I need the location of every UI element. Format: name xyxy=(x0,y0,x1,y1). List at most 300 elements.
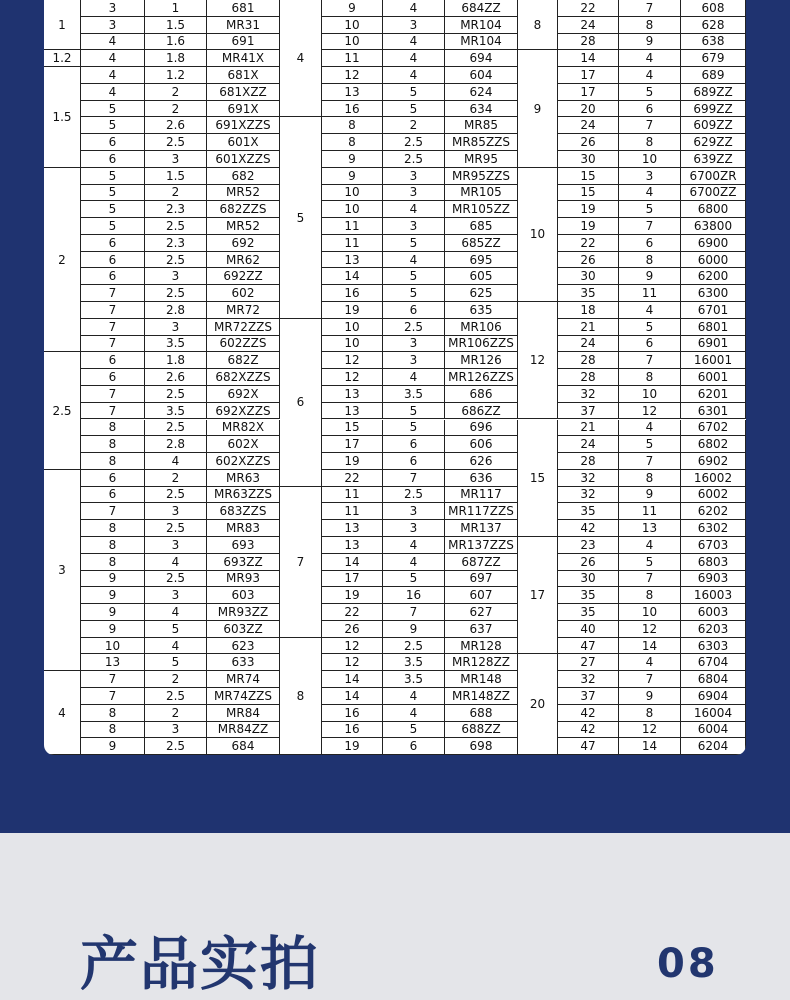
outer-diameter-cell: 7 xyxy=(81,302,145,319)
bearing-model-cell: 6904 xyxy=(681,688,746,705)
outer-diameter-cell: 15 xyxy=(558,185,619,202)
outer-diameter-cell: 6 xyxy=(81,235,145,252)
bearing-size-table xyxy=(44,0,746,755)
outer-diameter-cell: 11 xyxy=(322,487,383,504)
bearing-model-cell: MR93 xyxy=(207,571,280,588)
bearing-model-cell: 6003 xyxy=(681,604,746,621)
width-cell: 6 xyxy=(383,302,445,319)
bearing-model-cell: 692XZZS xyxy=(207,403,280,420)
bearing-model-cell: MR105ZZ xyxy=(445,201,518,218)
outer-diameter-cell: 12 xyxy=(322,352,383,369)
outer-diameter-cell: 7 xyxy=(81,319,145,336)
width-cell: 12 xyxy=(619,722,681,739)
outer-diameter-cell: 17 xyxy=(558,84,619,101)
width-cell: 3 xyxy=(145,722,207,739)
bearing-model-cell: 6702 xyxy=(681,420,746,437)
bearing-model-cell: 602ZZS xyxy=(207,336,280,353)
width-cell: 4 xyxy=(619,50,681,67)
width-cell: 2 xyxy=(145,84,207,101)
bearing-model-cell: 6901 xyxy=(681,336,746,353)
outer-diameter-cell: 4 xyxy=(81,84,145,101)
bearing-model-cell: 608 xyxy=(681,0,746,17)
width-cell: 8 xyxy=(619,17,681,34)
width-cell: 6 xyxy=(383,436,445,453)
bearing-model-cell: 6202 xyxy=(681,503,746,520)
width-cell: 3 xyxy=(383,185,445,202)
width-cell: 16 xyxy=(383,587,445,604)
bearing-model-cell: 6200 xyxy=(681,268,746,285)
bearing-model-cell: 689 xyxy=(681,67,746,84)
bearing-model-cell: 637 xyxy=(445,621,518,638)
width-cell: 2 xyxy=(145,705,207,722)
width-cell: 2.5 xyxy=(383,134,445,151)
bearing-model-cell: MR126 xyxy=(445,352,518,369)
width-cell: 2 xyxy=(383,117,445,134)
outer-diameter-cell: 7 xyxy=(81,688,145,705)
width-cell: 5 xyxy=(383,403,445,420)
width-cell: 4 xyxy=(383,554,445,571)
bearing-model-cell: 63800 xyxy=(681,218,746,235)
outer-diameter-cell: 27 xyxy=(558,654,619,671)
outer-diameter-cell: 12 xyxy=(322,654,383,671)
bearing-model-cell: 6301 xyxy=(681,403,746,420)
width-cell: 8 xyxy=(619,134,681,151)
width-cell: 3 xyxy=(383,218,445,235)
outer-diameter-cell: 13 xyxy=(322,252,383,269)
width-cell: 8 xyxy=(619,252,681,269)
bearing-model-cell: MR106ZZS xyxy=(445,336,518,353)
outer-diameter-cell: 10 xyxy=(322,319,383,336)
bearing-model-cell: MR72 xyxy=(207,302,280,319)
width-cell: 3 xyxy=(383,520,445,537)
width-cell: 9 xyxy=(619,34,681,51)
outer-diameter-cell: 8 xyxy=(81,436,145,453)
bearing-model-cell: 682ZZS xyxy=(207,201,280,218)
width-cell: 2.6 xyxy=(145,117,207,134)
bearing-model-cell: 6203 xyxy=(681,621,746,638)
bearing-model-cell: MR31 xyxy=(207,17,280,34)
outer-diameter-cell: 40 xyxy=(558,621,619,638)
outer-diameter-cell: 12 xyxy=(322,369,383,386)
bearing-model-cell: 6002 xyxy=(681,487,746,504)
outer-diameter-cell: 13 xyxy=(322,520,383,537)
bearing-model-cell: 607 xyxy=(445,587,518,604)
width-cell: 6 xyxy=(383,453,445,470)
bearing-model-cell: 6302 xyxy=(681,520,746,537)
width-cell: 2.5 xyxy=(145,487,207,504)
outer-diameter-cell: 8 xyxy=(81,537,145,554)
outer-diameter-cell: 11 xyxy=(322,503,383,520)
width-cell: 4 xyxy=(145,638,207,655)
width-cell: 14 xyxy=(619,638,681,655)
outer-diameter-cell: 15 xyxy=(558,168,619,185)
outer-diameter-cell: 10 xyxy=(81,638,145,655)
outer-diameter-cell: 5 xyxy=(81,218,145,235)
bearing-model-cell: 6704 xyxy=(681,654,746,671)
width-cell: 2.3 xyxy=(145,201,207,218)
outer-diameter-cell: 24 xyxy=(558,336,619,353)
bearing-model-cell: MR84ZZ xyxy=(207,722,280,739)
outer-diameter-cell: 19 xyxy=(322,738,383,755)
outer-diameter-cell: 24 xyxy=(558,117,619,134)
outer-diameter-cell: 8 xyxy=(81,453,145,470)
width-cell: 5 xyxy=(619,554,681,571)
width-cell: 8 xyxy=(619,587,681,604)
outer-diameter-cell: 22 xyxy=(558,235,619,252)
bearing-model-cell: 697 xyxy=(445,571,518,588)
outer-diameter-cell: 16 xyxy=(322,705,383,722)
width-cell: 2.5 xyxy=(145,386,207,403)
width-cell: 10 xyxy=(619,604,681,621)
bearing-model-cell: 691XZZS xyxy=(207,117,280,134)
outer-diameter-cell: 14 xyxy=(322,688,383,705)
bearing-model-cell: 606 xyxy=(445,436,518,453)
bearing-model-cell: MR137 xyxy=(445,520,518,537)
outer-diameter-cell: 9 xyxy=(322,168,383,185)
width-cell: 3 xyxy=(383,17,445,34)
outer-diameter-cell: 30 xyxy=(558,268,619,285)
outer-diameter-cell: 9 xyxy=(81,621,145,638)
width-cell: 9 xyxy=(383,621,445,638)
outer-diameter-cell: 23 xyxy=(558,537,619,554)
width-cell: 10 xyxy=(619,386,681,403)
width-cell: 6 xyxy=(619,235,681,252)
width-cell: 3.5 xyxy=(383,386,445,403)
bearing-model-cell: 688ZZ xyxy=(445,722,518,739)
bearing-model-cell: 629ZZ xyxy=(681,134,746,151)
outer-diameter-cell: 7 xyxy=(81,336,145,353)
outer-diameter-cell: 19 xyxy=(322,587,383,604)
width-cell: 4 xyxy=(383,201,445,218)
outer-diameter-cell: 32 xyxy=(558,386,619,403)
inner-diameter-cell: 20 xyxy=(518,654,558,755)
inner-diameter-cell: 6 xyxy=(280,319,322,487)
outer-diameter-cell: 6 xyxy=(81,352,145,369)
bearing-model-cell: 6900 xyxy=(681,235,746,252)
outer-diameter-cell: 16 xyxy=(322,101,383,118)
outer-diameter-cell: 47 xyxy=(558,638,619,655)
bearing-model-cell: 685ZZ xyxy=(445,235,518,252)
bearing-model-cell: 683ZZS xyxy=(207,503,280,520)
width-cell: 2 xyxy=(145,470,207,487)
bearing-model-cell: 601X xyxy=(207,134,280,151)
outer-diameter-cell: 26 xyxy=(558,554,619,571)
bearing-model-cell: MR41X xyxy=(207,50,280,67)
outer-diameter-cell: 37 xyxy=(558,688,619,705)
outer-diameter-cell: 30 xyxy=(558,571,619,588)
outer-diameter-cell: 21 xyxy=(558,319,619,336)
outer-diameter-cell: 6 xyxy=(81,134,145,151)
width-cell: 4 xyxy=(383,67,445,84)
outer-diameter-cell: 28 xyxy=(558,352,619,369)
bearing-model-cell: 681 xyxy=(207,0,280,17)
outer-diameter-cell: 19 xyxy=(558,201,619,218)
outer-diameter-cell: 8 xyxy=(81,420,145,437)
bearing-model-cell: 603ZZ xyxy=(207,621,280,638)
outer-diameter-cell: 6 xyxy=(81,369,145,386)
outer-diameter-cell: 47 xyxy=(558,738,619,755)
bearing-model-cell: 696 xyxy=(445,420,518,437)
bearing-model-cell: MR128ZZ xyxy=(445,654,518,671)
width-cell: 9 xyxy=(619,487,681,504)
bearing-model-cell: MR117ZZS xyxy=(445,503,518,520)
outer-diameter-cell: 6 xyxy=(81,268,145,285)
bearing-model-cell: 603 xyxy=(207,587,280,604)
width-cell: 3.5 xyxy=(383,654,445,671)
width-cell: 4 xyxy=(383,537,445,554)
bearing-model-cell: 602XZZS xyxy=(207,453,280,470)
bearing-model-cell: 602X xyxy=(207,436,280,453)
outer-diameter-cell: 14 xyxy=(322,554,383,571)
bearing-model-cell: 6204 xyxy=(681,738,746,755)
bearing-model-cell: MR105 xyxy=(445,185,518,202)
bearing-model-cell: 6201 xyxy=(681,386,746,403)
bearing-model-cell: 689ZZ xyxy=(681,84,746,101)
outer-diameter-cell: 4 xyxy=(81,50,145,67)
inner-diameter-cell: 7 xyxy=(280,487,322,638)
bearing-model-cell: 6801 xyxy=(681,319,746,336)
bearing-model-cell: 6004 xyxy=(681,722,746,739)
inner-diameter-cell: 1.5 xyxy=(44,67,81,168)
bearing-model-cell: 601XZZS xyxy=(207,151,280,168)
width-cell: 7 xyxy=(383,604,445,621)
width-cell: 3 xyxy=(383,503,445,520)
width-cell: 2.8 xyxy=(145,436,207,453)
width-cell: 2.5 xyxy=(145,420,207,437)
bearing-model-cell: MR84 xyxy=(207,705,280,722)
outer-diameter-cell: 11 xyxy=(322,50,383,67)
outer-diameter-cell: 28 xyxy=(558,34,619,51)
bearing-model-cell: 638 xyxy=(681,34,746,51)
bearing-model-cell: MR63 xyxy=(207,470,280,487)
width-cell: 7 xyxy=(619,117,681,134)
bearing-model-cell: 685 xyxy=(445,218,518,235)
inner-diameter-cell: 9 xyxy=(518,50,558,167)
bearing-model-cell: 682Z xyxy=(207,352,280,369)
width-cell: 7 xyxy=(619,671,681,688)
inner-diameter-cell: 4 xyxy=(280,0,322,117)
bearing-model-cell: 691X xyxy=(207,101,280,118)
width-cell: 2.5 xyxy=(145,134,207,151)
outer-diameter-cell: 11 xyxy=(322,235,383,252)
outer-diameter-cell: 32 xyxy=(558,671,619,688)
bearing-model-cell: 16001 xyxy=(681,352,746,369)
width-cell: 5 xyxy=(145,621,207,638)
width-cell: 2.6 xyxy=(145,369,207,386)
width-cell: 4 xyxy=(619,654,681,671)
outer-diameter-cell: 3 xyxy=(81,0,145,17)
width-cell: 5 xyxy=(383,285,445,302)
outer-diameter-cell: 35 xyxy=(558,503,619,520)
width-cell: 5 xyxy=(383,571,445,588)
width-cell: 6 xyxy=(619,101,681,118)
outer-diameter-cell: 9 xyxy=(322,151,383,168)
outer-diameter-cell: 16 xyxy=(322,722,383,739)
bearing-size-table-panel xyxy=(44,0,746,755)
width-cell: 3 xyxy=(145,587,207,604)
width-cell: 3 xyxy=(145,319,207,336)
width-cell: 8 xyxy=(619,470,681,487)
bearing-model-cell: 602 xyxy=(207,285,280,302)
outer-diameter-cell: 4 xyxy=(81,67,145,84)
bearing-model-cell: 6303 xyxy=(681,638,746,655)
width-cell: 2.5 xyxy=(383,487,445,504)
width-cell: 2.5 xyxy=(383,638,445,655)
outer-diameter-cell: 10 xyxy=(322,185,383,202)
outer-diameter-cell: 5 xyxy=(81,185,145,202)
bearing-model-cell: 626 xyxy=(445,453,518,470)
width-cell: 7 xyxy=(619,352,681,369)
width-cell: 5 xyxy=(619,319,681,336)
bearing-model-cell: 6802 xyxy=(681,436,746,453)
outer-diameter-cell: 9 xyxy=(322,0,383,17)
width-cell: 4 xyxy=(619,302,681,319)
bearing-model-cell: 16002 xyxy=(681,470,746,487)
bearing-model-cell: MR137ZZS xyxy=(445,537,518,554)
outer-diameter-cell: 15 xyxy=(322,420,383,437)
width-cell: 3.5 xyxy=(145,336,207,353)
outer-diameter-cell: 5 xyxy=(81,117,145,134)
bearing-model-cell: 6300 xyxy=(681,285,746,302)
inner-diameter-cell: 8 xyxy=(280,638,322,755)
inner-diameter-cell: 1 xyxy=(44,0,81,50)
outer-diameter-cell: 5 xyxy=(81,201,145,218)
inner-diameter-cell: 17 xyxy=(518,537,558,654)
width-cell: 4 xyxy=(619,420,681,437)
outer-diameter-cell: 22 xyxy=(322,604,383,621)
outer-diameter-cell: 8 xyxy=(81,554,145,571)
bearing-model-cell: 6902 xyxy=(681,453,746,470)
width-cell: 7 xyxy=(619,453,681,470)
width-cell: 7 xyxy=(619,571,681,588)
outer-diameter-cell: 19 xyxy=(558,218,619,235)
bearing-model-cell: 16004 xyxy=(681,705,746,722)
outer-diameter-cell: 32 xyxy=(558,487,619,504)
width-cell: 2.5 xyxy=(145,738,207,755)
outer-diameter-cell: 13 xyxy=(322,386,383,403)
width-cell: 2.5 xyxy=(145,520,207,537)
bearing-model-cell: MR95 xyxy=(445,151,518,168)
inner-diameter-cell: 15 xyxy=(518,420,558,537)
outer-diameter-cell: 11 xyxy=(322,218,383,235)
width-cell: 3 xyxy=(145,151,207,168)
inner-diameter-cell: 8 xyxy=(518,0,558,50)
outer-diameter-cell: 9 xyxy=(81,587,145,604)
width-cell: 4 xyxy=(619,185,681,202)
width-cell: 4 xyxy=(383,705,445,722)
width-cell: 2.5 xyxy=(145,285,207,302)
bearing-model-cell: MR63ZZS xyxy=(207,487,280,504)
outer-diameter-cell: 10 xyxy=(322,336,383,353)
width-cell: 5 xyxy=(383,420,445,437)
width-cell: 5 xyxy=(619,84,681,101)
width-cell: 10 xyxy=(619,151,681,168)
outer-diameter-cell: 22 xyxy=(558,0,619,17)
bearing-model-cell: 635 xyxy=(445,302,518,319)
bearing-model-cell: 636 xyxy=(445,470,518,487)
width-cell: 3 xyxy=(145,268,207,285)
bearing-model-cell: 624 xyxy=(445,84,518,101)
width-cell: 5 xyxy=(383,235,445,252)
bearing-model-cell: MR128 xyxy=(445,638,518,655)
bearing-model-cell: MR83 xyxy=(207,520,280,537)
outer-diameter-cell: 14 xyxy=(322,268,383,285)
bearing-model-cell: 6700ZZ xyxy=(681,185,746,202)
outer-diameter-cell: 5 xyxy=(81,101,145,118)
outer-diameter-cell: 4 xyxy=(81,34,145,51)
width-cell: 2 xyxy=(145,671,207,688)
bearing-model-cell: 687ZZ xyxy=(445,554,518,571)
width-cell: 2.5 xyxy=(145,218,207,235)
width-cell: 4 xyxy=(145,604,207,621)
bearing-model-cell: 679 xyxy=(681,50,746,67)
width-cell: 2 xyxy=(145,101,207,118)
bearing-model-cell: MR74ZZS xyxy=(207,688,280,705)
outer-diameter-cell: 13 xyxy=(322,84,383,101)
width-cell: 8 xyxy=(619,705,681,722)
outer-diameter-cell: 14 xyxy=(322,671,383,688)
outer-diameter-cell: 6 xyxy=(81,252,145,269)
outer-diameter-cell: 18 xyxy=(558,302,619,319)
bearing-model-cell: MR74 xyxy=(207,671,280,688)
width-cell: 4 xyxy=(145,554,207,571)
bearing-model-cell: 16003 xyxy=(681,587,746,604)
outer-diameter-cell: 35 xyxy=(558,604,619,621)
width-cell: 9 xyxy=(619,268,681,285)
outer-diameter-cell: 19 xyxy=(322,453,383,470)
section-title: 产品实拍 xyxy=(80,930,321,998)
outer-diameter-cell: 10 xyxy=(322,17,383,34)
width-cell: 4 xyxy=(383,50,445,67)
bearing-model-cell: MR148 xyxy=(445,671,518,688)
outer-diameter-cell: 42 xyxy=(558,722,619,739)
bearing-model-cell: MR72ZZS xyxy=(207,319,280,336)
width-cell: 2.5 xyxy=(145,571,207,588)
inner-diameter-cell: 12 xyxy=(518,302,558,419)
outer-diameter-cell: 6 xyxy=(81,470,145,487)
bearing-model-cell: MR52 xyxy=(207,218,280,235)
width-cell: 11 xyxy=(619,285,681,302)
bearing-model-cell: 695 xyxy=(445,252,518,269)
width-cell: 5 xyxy=(619,201,681,218)
width-cell: 3 xyxy=(619,168,681,185)
bearing-model-cell: 681XZZ xyxy=(207,84,280,101)
outer-diameter-cell: 10 xyxy=(322,34,383,51)
outer-diameter-cell: 9 xyxy=(81,571,145,588)
width-cell: 7 xyxy=(619,0,681,17)
bearing-model-cell: 6903 xyxy=(681,571,746,588)
width-cell: 4 xyxy=(145,453,207,470)
outer-diameter-cell: 14 xyxy=(558,50,619,67)
bearing-model-cell: 6000 xyxy=(681,252,746,269)
outer-diameter-cell: 6 xyxy=(81,151,145,168)
bearing-model-cell: 6803 xyxy=(681,554,746,571)
bearing-model-cell: MR85ZZS xyxy=(445,134,518,151)
outer-diameter-cell: 9 xyxy=(81,738,145,755)
width-cell: 5 xyxy=(145,654,207,671)
width-cell: 1.2 xyxy=(145,67,207,84)
bearing-model-cell: 691 xyxy=(207,34,280,51)
outer-diameter-cell: 7 xyxy=(81,403,145,420)
bearing-model-cell: 682XZZS xyxy=(207,369,280,386)
bearing-model-cell: 625 xyxy=(445,285,518,302)
outer-diameter-cell: 17 xyxy=(322,436,383,453)
outer-diameter-cell: 9 xyxy=(81,604,145,621)
inner-diameter-cell: 1.2 xyxy=(44,50,81,67)
width-cell: 7 xyxy=(619,218,681,235)
width-cell: 3 xyxy=(145,537,207,554)
bearing-model-cell: 682 xyxy=(207,168,280,185)
